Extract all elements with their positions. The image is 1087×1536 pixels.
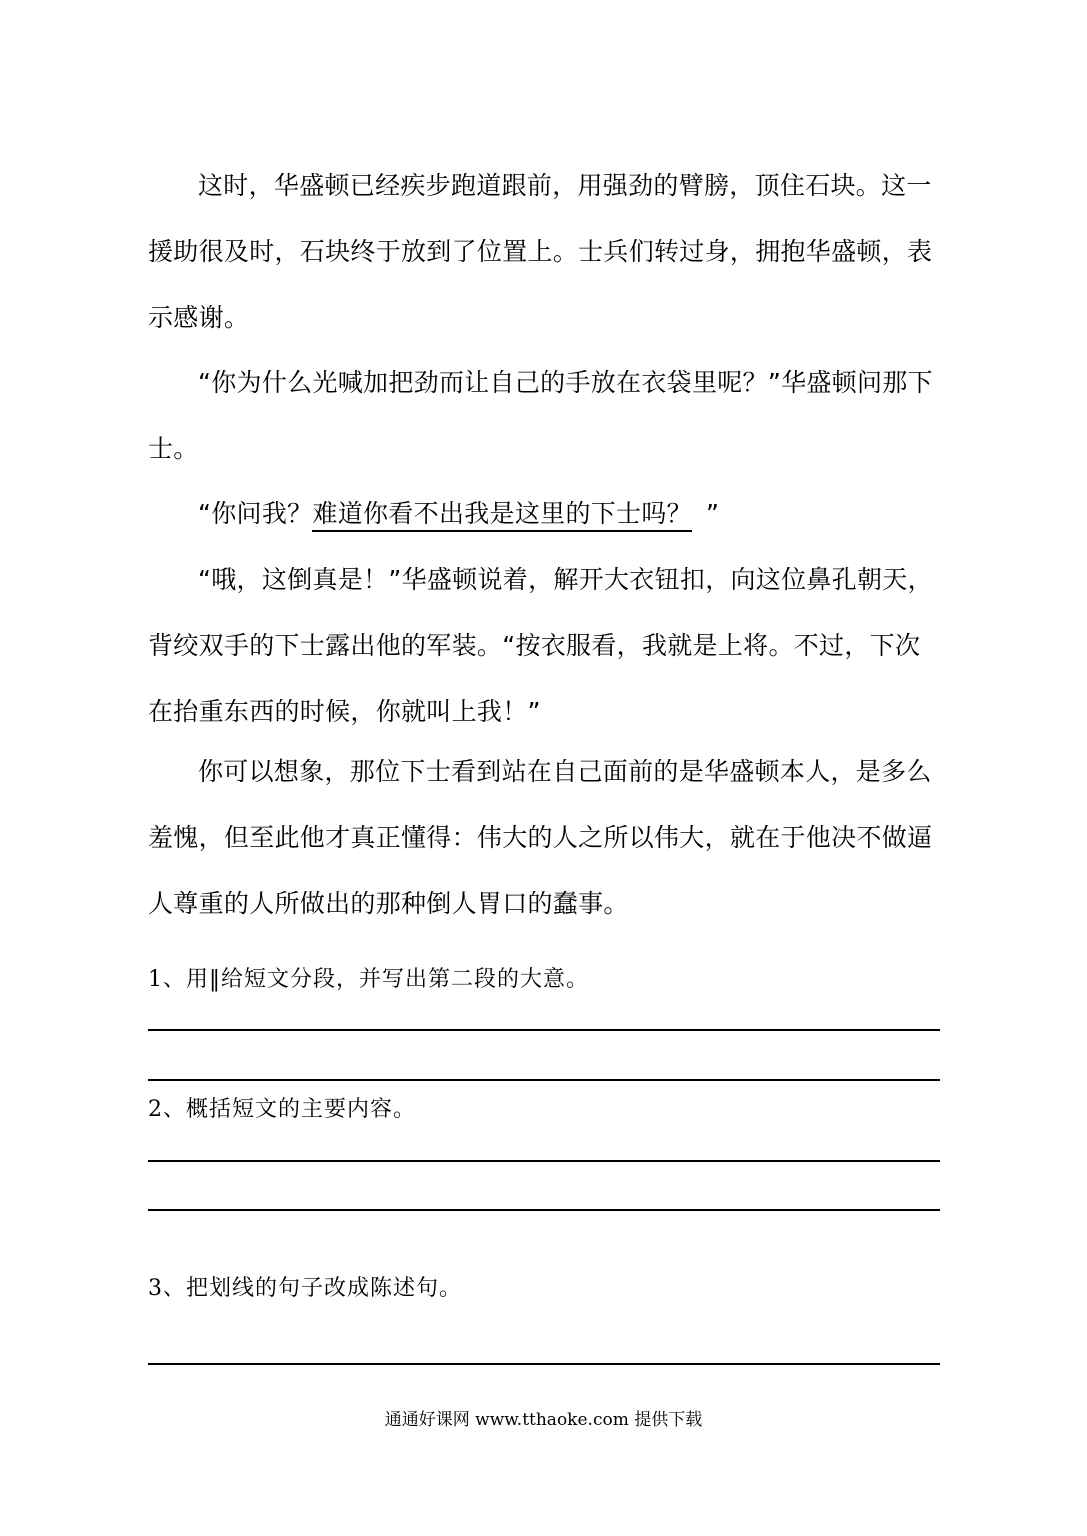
question-1: 1、用‖给短文分段，并写出第二段的大意。 (148, 967, 589, 992)
question-3: 3、把划线的句子改成陈述句。 (148, 1276, 462, 1301)
underlined-sentence: 难道你看不出我是这里的下士吗？ (312, 499, 692, 532)
paragraph-3 (148, 481, 940, 547)
footer-source: 通通好课网 www.tthaoke.com 提供下载 (384, 1410, 703, 1430)
paragraph-4: “哦，这倒真是！”华盛顿说着，解开大衣钮扣，向这位鼻孔朝天，背绞双手的下士露出他的军装。“按衣服看，我就是上将。不过，下次在抬重东西的时候，你就叫上我！” (148, 565, 933, 726)
answer-line[interactable] (148, 1160, 940, 1162)
paragraph-3-suffix: ” (705, 499, 720, 528)
question-2: 2、概括短文的主要内容。 (148, 1097, 416, 1122)
paragraph-5: 你可以想象，那位下士看到站在自己面前的是华盛顿本人，是多么羞愧，但至此他才真正懂得：伟大的人之所以伟大，就在于他决不做逼人尊重的人所做出的那种倒人胃口的蠢事。 (148, 757, 933, 918)
answer-line[interactable] (148, 1029, 940, 1031)
answer-line[interactable] (148, 1209, 940, 1211)
answer-line[interactable] (148, 1079, 940, 1081)
answer-line[interactable] (148, 1363, 940, 1365)
paragraph-3-prefix: “你问我？ (198, 499, 313, 528)
paragraph-2: “你为什么光喊加把劲而让自己的手放在衣袋里呢？”华盛顿问那下士。 (148, 368, 933, 463)
paragraph-1: 这时，华盛顿已经疾步跑道跟前，用强劲的臂膀，顶住石块。这一援助很及时，石块终于放到了位置上。士兵们转过身，拥抱华盛顿，表示感谢。 (148, 171, 933, 332)
